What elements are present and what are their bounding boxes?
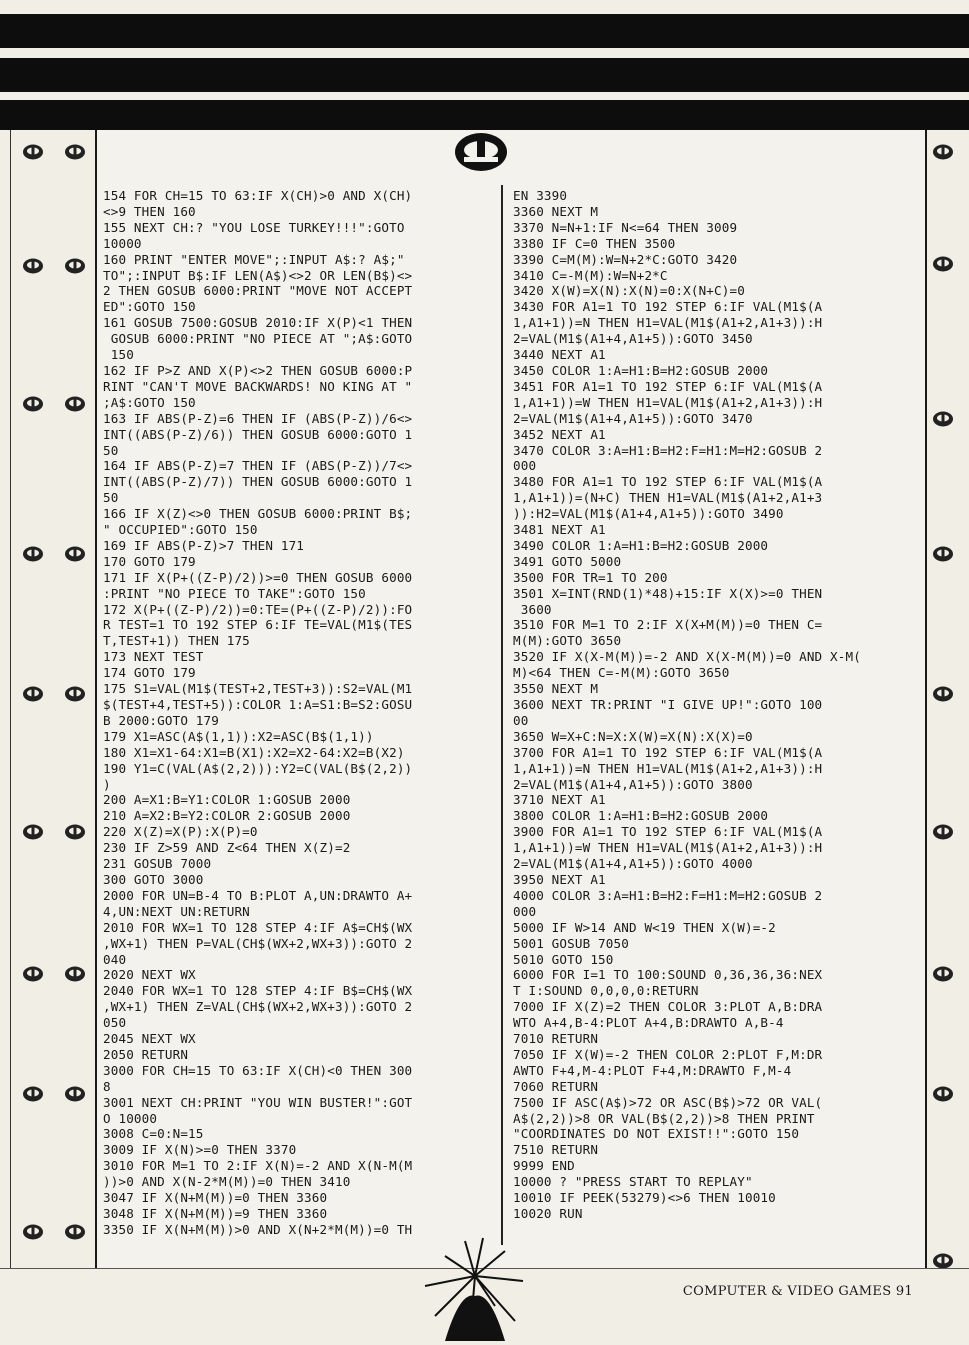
- code-line: 154 FOR CH=15 TO 63:IF X(CH)>0 AND X(CH): [103, 188, 413, 203]
- code-line: 3420 X(W)=X(N):X(N)=0:X(N+C)=0: [513, 283, 745, 299]
- code-line: 162 IF P>Z AND X(P)<>2 THEN GOSUB 6000:P: [103, 362, 413, 378]
- code-line: )):H2=VAL(M1$(A1+4,A1+5)):GOTO 3490: [513, 506, 784, 522]
- code-line: 300 GOTO 3000: [103, 871, 204, 887]
- code-line: 3510 FOR M=1 TO 2:IF X(X+M(M))=0 THEN C=: [513, 617, 823, 633]
- checker-piece-icon: [64, 1085, 86, 1105]
- code-line: 7000 IF X(Z)=2 THEN COLOR 3:PLOT A,B:DRA: [513, 999, 823, 1015]
- code-line: 175 S1=VAL(M1$(TEST+2,TEST+3)):S2=VAL(M1: [103, 681, 413, 697]
- code-line: 164 IF ABS(P-Z)=7 THEN IF (ABS(P-Z))/7<>: [103, 458, 413, 474]
- code-line: 7010 RETURN: [513, 1031, 599, 1047]
- checker-piece-icon: [932, 410, 954, 430]
- code-line: 200 A=X1:B=Y1:COLOR 1:GOSUB 2000: [103, 792, 351, 808]
- code-line: 3800 COLOR 1:A=H1:B=H2:GOSUB 2000: [513, 808, 769, 824]
- checker-piece-icon: [932, 685, 954, 705]
- code-line: 3430 FOR A1=1 TO 192 STEP 6:IF VAL(M1$(A: [513, 299, 823, 315]
- code-line: 1,A1+1))=W THEN H1=VAL(M1$(A1+2,A1+3)):H: [513, 840, 823, 856]
- checker-piece-icon: [932, 1252, 954, 1272]
- code-line: 190 Y1=C(VAL(A$(2,2))):Y2=C(VAL(B$(2,2)): [103, 760, 413, 776]
- code-line: 6000 FOR I=1 TO 100:SOUND 0,36,36,36:NEX: [513, 967, 823, 983]
- code-line: ))>0 AND X(N-2*M(M))=0 THEN 3410: [103, 1174, 351, 1190]
- code-line: 3440 NEXT A1: [513, 347, 606, 363]
- code-line: 4,UN:NEXT UN:RETURN: [103, 903, 250, 919]
- listing-column-right: [513, 188, 908, 1222]
- checker-piece-icon: [22, 1223, 44, 1243]
- checker-piece-icon: [22, 257, 44, 277]
- code-line: 3650 W=X+C:N=X:X(W)=X(N):X(X)=0: [513, 728, 753, 744]
- code-line: 10010 IF PEEK(53279)<>6 THEN 10010: [513, 1190, 776, 1206]
- code-line: 3550 NEXT M: [513, 681, 599, 697]
- code-line: 2=VAL(M1$(A1+4,A1+5)):GOTO 3450: [513, 331, 753, 347]
- code-line: 3451 FOR A1=1 TO 192 STEP 6:IF VAL(M1$(A: [513, 378, 823, 394]
- checker-piece-icon: [64, 545, 86, 565]
- checker-piece-icon: [22, 1085, 44, 1105]
- checker-piece-icon: [64, 1223, 86, 1243]
- code-line: 2020 NEXT WX: [103, 967, 196, 983]
- code-line: 3001 NEXT CH:PRINT "YOU WIN BUSTER!":GOT: [103, 1094, 413, 1110]
- code-line: 1,A1+1))=W THEN H1=VAL(M1$(A1+2,A1+3)):H: [513, 394, 823, 410]
- header-stripe-3: [0, 100, 969, 130]
- code-line: 10000: [103, 235, 142, 251]
- code-line: 160 PRINT "ENTER MOVE";:INPUT A$:? A$;": [103, 251, 405, 267]
- code-line: 3900 FOR A1=1 TO 192 STEP 6:IF VAL(M1$(A: [513, 824, 823, 840]
- code-line: 174 GOTO 179: [103, 665, 196, 681]
- code-line: 5001 GOSUB 7050: [513, 935, 629, 951]
- checker-piece-icon: [64, 823, 86, 843]
- code-line: 3470 COLOR 3:A=H1:B=H2:F=H1:M=H2:GOSUB 2: [513, 442, 823, 458]
- code-line: 5000 IF W>14 AND W<19 THEN X(W)=-2: [513, 919, 776, 935]
- code-line: 8: [103, 1078, 111, 1094]
- code-line: 3500 FOR TR=1 TO 200: [513, 569, 668, 585]
- code-line: 3000 FOR CH=15 TO 63:IF X(CH)<0 THEN 300: [103, 1062, 413, 1078]
- listing-column-left: [103, 188, 493, 1238]
- code-line: "COORDINATES DO NOT EXIST!!":GOTO 150: [513, 1126, 800, 1142]
- header-gap-2: [0, 92, 969, 98]
- code-line: 10000 ? "PRESS START TO REPLAY": [513, 1174, 753, 1190]
- code-line: 2=VAL(M1$(A1+4,A1+5)):GOTO 4000: [513, 856, 753, 872]
- checker-piece-icon: [22, 545, 44, 565]
- code-line: 180 X1=X1-64:X1=B(X1):X2=X2-64:X2=B(X2): [103, 744, 405, 760]
- code-line: ,WX+1) THEN P=VAL(CH$(WX+2,WX+3)):GOTO 2: [103, 935, 413, 951]
- code-line: 1,A1+1))=N THEN H1=VAL(M1$(A1+2,A1+3)):H: [513, 315, 823, 331]
- code-line: O 10000: [103, 1110, 158, 1126]
- code-line: $(TEST+4,TEST+5)):COLOR 1:A=S1:B=S2:GOSU: [103, 697, 413, 712]
- code-line: 2=VAL(M1$(A1+4,A1+5)):GOTO 3470: [513, 410, 753, 426]
- code-line: :PRINT "NO PIECE TO TAKE":GOTO 150: [103, 585, 366, 601]
- code-line: 3520 IF X(X-M(M))=-2 AND X(X-M(M))=0 AND X-M(: [513, 649, 861, 665]
- code-line: 3600 NEXT TR:PRINT "I GIVE UP!":GOTO 100: [513, 697, 823, 712]
- code-line: T I:SOUND 0,0,0,0:RETURN: [513, 983, 699, 999]
- code-line: 3380 IF C=0 THEN 3500: [513, 235, 676, 251]
- code-line: 7510 RETURN: [513, 1142, 599, 1158]
- header-stripe-2: [0, 58, 969, 92]
- code-line: 3008 C=0:N=15: [103, 1126, 204, 1142]
- code-line: 173 NEXT TEST: [103, 649, 204, 665]
- code-line: 3047 IF X(N+M(M))=0 THEN 3360: [103, 1190, 328, 1206]
- code-line: 220 X(Z)=X(P):X(P)=0: [103, 824, 258, 840]
- checker-piece-icon: [64, 965, 86, 985]
- crossed-checkers-emblem-icon: [450, 130, 512, 174]
- code-line: 3491 GOTO 5000: [513, 553, 622, 569]
- code-line: T,TEST+1)) THEN 175: [103, 633, 250, 649]
- code-line: 00: [513, 712, 529, 728]
- code-line: 3390 C=M(M):W=N+2*C:GOTO 3420: [513, 251, 738, 267]
- code-line: M(M):GOTO 3650: [513, 633, 622, 649]
- code-line: 2=VAL(M1$(A1+4,A1+5)):GOTO 3800: [513, 776, 753, 792]
- code-line: <>9 THEN 160: [103, 203, 196, 219]
- code-line: 3450 COLOR 1:A=H1:B=H2:GOSUB 2000: [513, 362, 769, 378]
- checker-piece-icon: [932, 255, 954, 275]
- checker-piece-icon: [22, 685, 44, 705]
- code-line: TO";:INPUT B$:IF LEN(A$)<>2 OR LEN(B$)<>: [103, 267, 413, 283]
- code-line: 5010 GOTO 150: [513, 951, 614, 967]
- code-line: 2010 FOR WX=1 TO 128 STEP 4:IF A$=CH$(WX: [103, 919, 413, 935]
- code-line: 3490 COLOR 1:A=H1:B=H2:GOSUB 2000: [513, 537, 769, 553]
- code-line: 3501 X=INT(RND(1)*48)+15:IF X(X)>=0 THEN: [513, 585, 823, 601]
- checker-piece-icon: [932, 1085, 954, 1105]
- code-line: 3048 IF X(N+M(M))=9 THEN 3360: [103, 1206, 328, 1221]
- code-line: GOSUB 6000:PRINT "NO PIECE AT ";A$:GOTO: [103, 331, 413, 347]
- code-line: RINT "CAN'T MOVE BACKWARDS! NO KING AT ": [103, 378, 413, 394]
- code-line: 171 IF X(P+((Z-P)/2))>=0 THEN GOSUB 6000: [103, 569, 413, 585]
- code-line: 3010 FOR M=1 TO 2:IF X(N)=-2 AND X(N-M(M: [103, 1158, 413, 1174]
- code-line: 163 IF ABS(P-Z)=6 THEN IF (ABS(P-Z))/6<>: [103, 410, 413, 426]
- checker-piece-icon: [932, 823, 954, 843]
- code-line: A$(2,2))>8 OR VAL(B$(2,2))>8 THEN PRINT: [513, 1110, 815, 1126]
- code-line: 169 IF ABS(P-Z)>7 THEN 171: [103, 537, 305, 553]
- checker-piece-icon: [64, 685, 86, 705]
- code-line: ED":GOTO 150: [103, 299, 196, 315]
- code-line: 4000 COLOR 3:A=H1:B=H2:F=H1:M=H2:GOSUB 2: [513, 887, 823, 903]
- code-line: R TEST=1 TO 192 STEP 6:IF TE=VAL(M1$(TES: [103, 617, 413, 633]
- checker-piece-icon: [932, 965, 954, 985]
- header-stripe-1: [0, 14, 969, 48]
- explosion-graphic: [405, 1236, 545, 1341]
- header-gap-1: [0, 48, 969, 54]
- checker-piece-icon: [22, 395, 44, 415]
- page-number: 91: [895, 1284, 913, 1299]
- checker-piece-icon: [64, 257, 86, 277]
- code-line: 050: [103, 1015, 127, 1031]
- code-line: 1,A1+1))=(N+C) THEN H1=VAL(M1$(A1+2,A1+3: [513, 490, 823, 506]
- code-line: 3452 NEXT A1: [513, 426, 606, 442]
- checker-piece-icon: [932, 143, 954, 163]
- code-line: ): [103, 776, 111, 792]
- checker-piece-icon: [22, 823, 44, 843]
- code-line: 3350 IF X(N+M(M))>0 AND X(N+2*M(M))=0 TH: [103, 1221, 413, 1237]
- column-divider: [501, 185, 503, 1245]
- code-line: 3410 C=-M(M):W=N+2*C: [513, 267, 668, 283]
- code-line: 155 NEXT CH:? "YOU LOSE TURKEY!!!":GOTO: [103, 219, 405, 235]
- code-line: 3950 NEXT A1: [513, 871, 606, 887]
- code-line: 210 A=X2:B=Y2:COLOR 2:GOSUB 2000: [103, 808, 351, 824]
- code-line: " OCCUPIED":GOTO 150: [103, 522, 258, 538]
- code-line: 50: [103, 490, 119, 506]
- code-line: 50: [103, 442, 119, 458]
- code-line: WTO A+4,B-4:PLOT A+4,B:DRAWTO A,B-4: [513, 1015, 784, 1031]
- code-line: 7500 IF ASC(A$)>72 OR ASC(B$)>72 OR VAL(: [513, 1094, 823, 1110]
- code-line: EN 3390: [513, 188, 568, 203]
- checker-piece-icon: [64, 143, 86, 163]
- code-line: 3370 N=N+1:IF N<=64 THEN 3009: [513, 219, 738, 235]
- code-line: B 2000:GOTO 179: [103, 712, 219, 728]
- code-line: 3700 FOR A1=1 TO 192 STEP 6:IF VAL(M1$(A: [513, 744, 823, 760]
- code-line: ,WX+1) THEN Z=VAL(CH$(WX+2,WX+3)):GOTO 2: [103, 999, 413, 1015]
- code-line: 7060 RETURN: [513, 1078, 599, 1094]
- magazine-name: COMPUTER & VIDEO GAMES: [682, 1284, 892, 1299]
- code-line: 179 X1=ASC(A$(1,1)):X2=ASC(B$(1,1)): [103, 728, 374, 744]
- code-line: 3600: [513, 601, 552, 617]
- code-line: 3480 FOR A1=1 TO 192 STEP 6:IF VAL(M1$(A: [513, 474, 823, 490]
- page-footer: [683, 1284, 913, 1299]
- code-line: 166 IF X(Z)<>0 THEN GOSUB 6000:PRINT B$;: [103, 506, 413, 522]
- code-line: 000: [513, 458, 537, 474]
- code-line: 2040 FOR WX=1 TO 128 STEP 4:IF B$=CH$(WX: [103, 983, 413, 999]
- code-line: 170 GOTO 179: [103, 553, 196, 569]
- code-line: 150: [103, 347, 134, 363]
- code-line: 230 IF Z>59 AND Z<64 THEN X(Z)=2: [103, 840, 351, 856]
- code-line: 2 THEN GOSUB 6000:PRINT "MOVE NOT ACCEPT: [103, 283, 413, 299]
- page-gutter: [0, 130, 11, 1268]
- code-line: 3009 IF X(N)>=0 THEN 3370: [103, 1142, 297, 1158]
- checker-piece-icon: [64, 395, 86, 415]
- code-line: 2045 NEXT WX: [103, 1031, 196, 1047]
- code-line: ;A$:GOTO 150: [103, 394, 196, 410]
- code-line: 7050 IF X(W)=-2 THEN COLOR 2:PLOT F,M:DR: [513, 1046, 823, 1062]
- code-line: 3360 NEXT M: [513, 203, 599, 219]
- code-line: 161 GOSUB 7500:GOSUB 2010:IF X(P)<1 THEN: [103, 315, 413, 331]
- code-line: 2050 RETURN: [103, 1046, 189, 1062]
- checker-piece-icon: [932, 545, 954, 565]
- checker-piece-icon: [22, 143, 44, 163]
- code-line: 3710 NEXT A1: [513, 792, 606, 808]
- code-line: 1,A1+1))=N THEN H1=VAL(M1$(A1+2,A1+3)):H: [513, 760, 823, 776]
- code-line: M)<64 THEN C=-M(M):GOTO 3650: [513, 665, 730, 681]
- checker-piece-icon: [22, 965, 44, 985]
- code-line: 10020 RUN: [513, 1206, 583, 1221]
- code-line: AWTO F+4,M-4:PLOT F+4,M:DRAWTO F,M-4: [513, 1062, 792, 1078]
- code-line: 040: [103, 951, 127, 967]
- code-line: 000: [513, 903, 537, 919]
- code-line: INT((ABS(P-Z)/7)) THEN GOSUB 6000:GOTO 1: [103, 474, 413, 490]
- code-line: INT((ABS(P-Z)/6)) THEN GOSUB 6000:GOTO 1: [103, 426, 413, 442]
- code-line: 9999 END: [513, 1158, 575, 1174]
- code-line: 231 GOSUB 7000: [103, 856, 212, 872]
- code-line: 3481 NEXT A1: [513, 522, 606, 538]
- code-line: 172 X(P+((Z-P)/2))=0:TE=(P+((Z-P)/2)):FO: [103, 601, 413, 617]
- code-line: 2000 FOR UN=B-4 TO B:PLOT A,UN:DRAWTO A+: [103, 887, 413, 903]
